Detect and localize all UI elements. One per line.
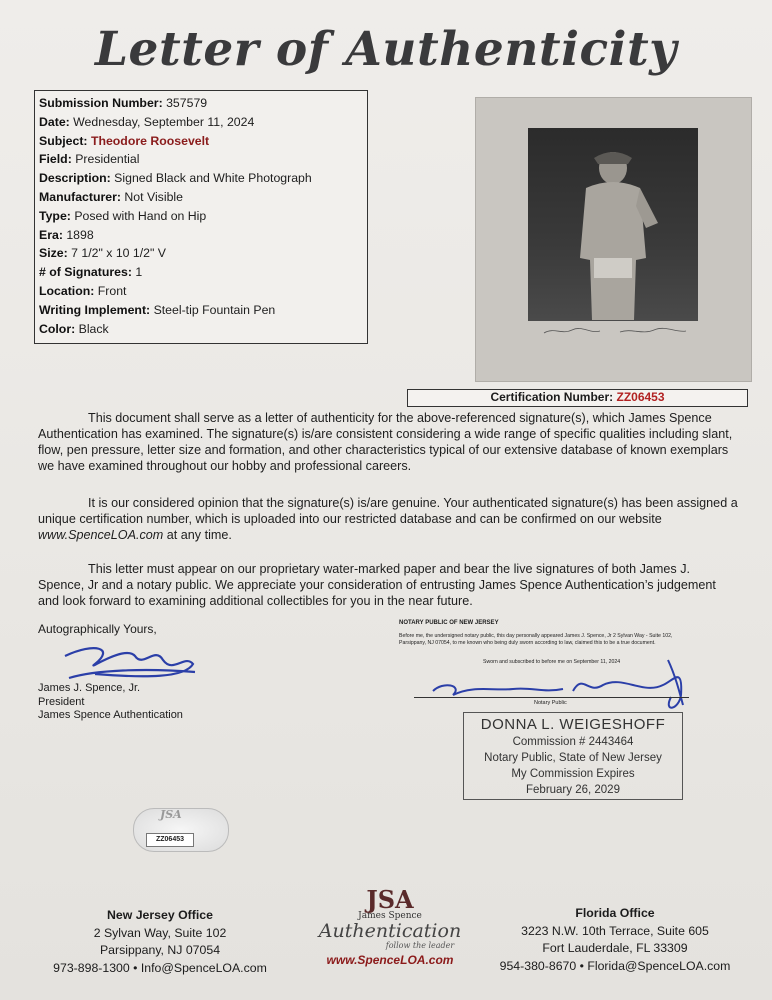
photo-autograph — [540, 325, 690, 337]
detail-value: Signed Black and White Photograph — [114, 171, 312, 186]
certification-box — [407, 389, 748, 407]
detail-row — [39, 113, 363, 132]
detail-value: Black — [78, 321, 109, 336]
roosevelt-photograph — [528, 128, 698, 321]
notary-signature-line — [414, 697, 689, 698]
detail-row — [39, 244, 363, 263]
detail-value: 1 — [135, 265, 143, 280]
fl-office-contact: 954-380-8670 • Florida@SpenceLOA.com — [499, 958, 731, 973]
detail-label: Writing Implement: — [39, 302, 151, 317]
stamp-name: DONNA L. WEIGESHOFF — [480, 716, 666, 733]
detail-label: Era: — [39, 227, 63, 242]
detail-value: 357579 — [166, 96, 208, 110]
detail-label: Type: — [39, 208, 71, 223]
certification-number: ZZ06453 — [616, 390, 665, 404]
detail-label: Location: — [39, 283, 95, 298]
footer-website[interactable]: www.SpenceLOA.com — [326, 953, 454, 967]
notary-public-label: Notary Public — [534, 700, 567, 706]
detail-label: # of Signatures: — [39, 265, 132, 280]
signer-block — [38, 682, 183, 723]
detail-label: Field: — [39, 152, 72, 167]
signer-name: James J. Spence, Jr. — [38, 682, 141, 694]
logo-james-spence: James Spence — [358, 911, 422, 921]
fl-office-heading: Florida Office — [575, 906, 655, 920]
detail-row — [39, 188, 363, 207]
paragraph-opinion-text: It is our considered opinion that the signature(s) is/are genuine. Your authenticated signature(s) has been assigned a unique certification number, which is uploaded into our restricted database and can be confirmed on our website — [38, 496, 738, 526]
nj-office-heading: New Jersey Office — [107, 908, 213, 922]
notary-heading: NOTARY PUBLIC OF NEW JERSEY — [399, 620, 499, 626]
detail-row — [39, 207, 363, 226]
sticker-logo: JSA — [160, 808, 182, 821]
notary-sworn-line: Sworn and subscribed to before me on September 11, 2024 — [483, 659, 621, 665]
detail-row — [39, 320, 363, 339]
logo-authentication: Authentication — [318, 920, 462, 942]
detail-label: Manufacturer: — [39, 189, 121, 204]
detail-label: Color: — [39, 321, 76, 336]
detail-row — [39, 263, 363, 282]
detail-value: Steel-tip Fountain Pen — [153, 302, 276, 317]
stamp-expires-date: February 26, 2029 — [526, 784, 620, 796]
detail-label: Description: — [39, 171, 111, 186]
detail-value: Presidential — [75, 152, 140, 167]
figure-silhouette — [528, 128, 698, 321]
detail-row — [39, 150, 363, 169]
detail-value: 7 1/2" x 10 1/2" V — [71, 246, 166, 261]
detail-value: Theodore Roosevelt — [90, 133, 210, 148]
fl-office — [485, 905, 745, 975]
nj-office-line2: Parsippany, NJ 07054 — [99, 943, 221, 957]
stamp-state: Notary Public, State of New Jersey — [484, 752, 662, 764]
page-title: Letter of Authenticity — [95, 22, 677, 77]
paragraph-examination: This document shall serve as a letter of authenticity for the above-referenced signature(s), which James Spence Authentication has examined. The signature(s) is/are consistent considering a wide range of specific qualities including slant, flow, pen pressure, letter size and formation, and other characteristics typical of our extensive database of known exemplars we have examined throughout our hobby and professional careers. — [38, 411, 733, 473]
spence-signature — [55, 634, 205, 684]
stamp-commission: Commission # 2443464 — [512, 736, 634, 748]
detail-value: Front — [97, 283, 127, 298]
detail-label: Size: — [39, 246, 68, 261]
detail-value: 1898 — [66, 227, 94, 242]
closing-line: Autographically Yours, — [38, 622, 157, 636]
paragraph-opinion — [38, 495, 738, 543]
detail-label: Subject: — [39, 133, 88, 148]
logo-tagline: follow the leader — [385, 941, 455, 950]
detail-value: Posed with Hand on Hip — [74, 208, 207, 223]
fl-office-line2: Fort Lauderdale, FL 33309 — [542, 941, 688, 955]
fl-office-line1: 3223 N.W. 10th Terrace, Suite 605 — [521, 923, 709, 938]
certification-label: Certification Number: — [490, 390, 614, 404]
detail-row — [39, 169, 363, 188]
detail-value: Not Visible — [124, 189, 183, 204]
detail-row — [39, 132, 363, 151]
paragraph-requirements: This letter must appear on our proprietary water-marked paper and bear the live signatures of both James J. Spence, Jr and a notary public. We appreciate your consideration of entrusting James Spence Authentication’s judgement and look forward to examining additional collectibles for you in the near future. — [38, 562, 716, 608]
stamp-expires-label: My Commission Expires — [511, 768, 635, 780]
nj-office-line1: 2 Sylvan Way, Suite 102 — [93, 925, 227, 940]
signer-role: President — [38, 695, 85, 708]
signer-company: James Spence Authentication — [38, 709, 183, 721]
detail-row — [39, 94, 363, 113]
detail-row — [39, 301, 363, 320]
jsa-logo — [305, 885, 475, 978]
nj-office-contact: 973-898-1300 • Info@SpenceLOA.com — [53, 960, 267, 975]
logo-jsa: JSA — [366, 885, 414, 914]
details-box — [34, 90, 368, 344]
detail-row — [39, 226, 363, 245]
detail-value: Wednesday, September 11, 2024 — [73, 114, 255, 129]
detail-row — [39, 282, 363, 301]
notary-statement: Before me, the undersigned notary public, this day personally appeared James J. Spence, Jr 2 Sylvan Way - Suite 102, Parsippany, NJ 07054, to me known who being duly sworn according to law, claimed this to be a true document. — [399, 633, 673, 646]
notary-signature — [413, 655, 713, 715]
notary-stamp — [463, 712, 683, 800]
nj-office — [40, 907, 280, 977]
sticker-number: ZZ06453 — [146, 833, 194, 847]
paragraph-opinion-end: at any time. — [163, 528, 232, 542]
website-link[interactable]: www.SpenceLOA.com — [38, 528, 164, 542]
detail-label: Submission Number: — [39, 96, 163, 110]
detail-label: Date: — [39, 114, 70, 129]
